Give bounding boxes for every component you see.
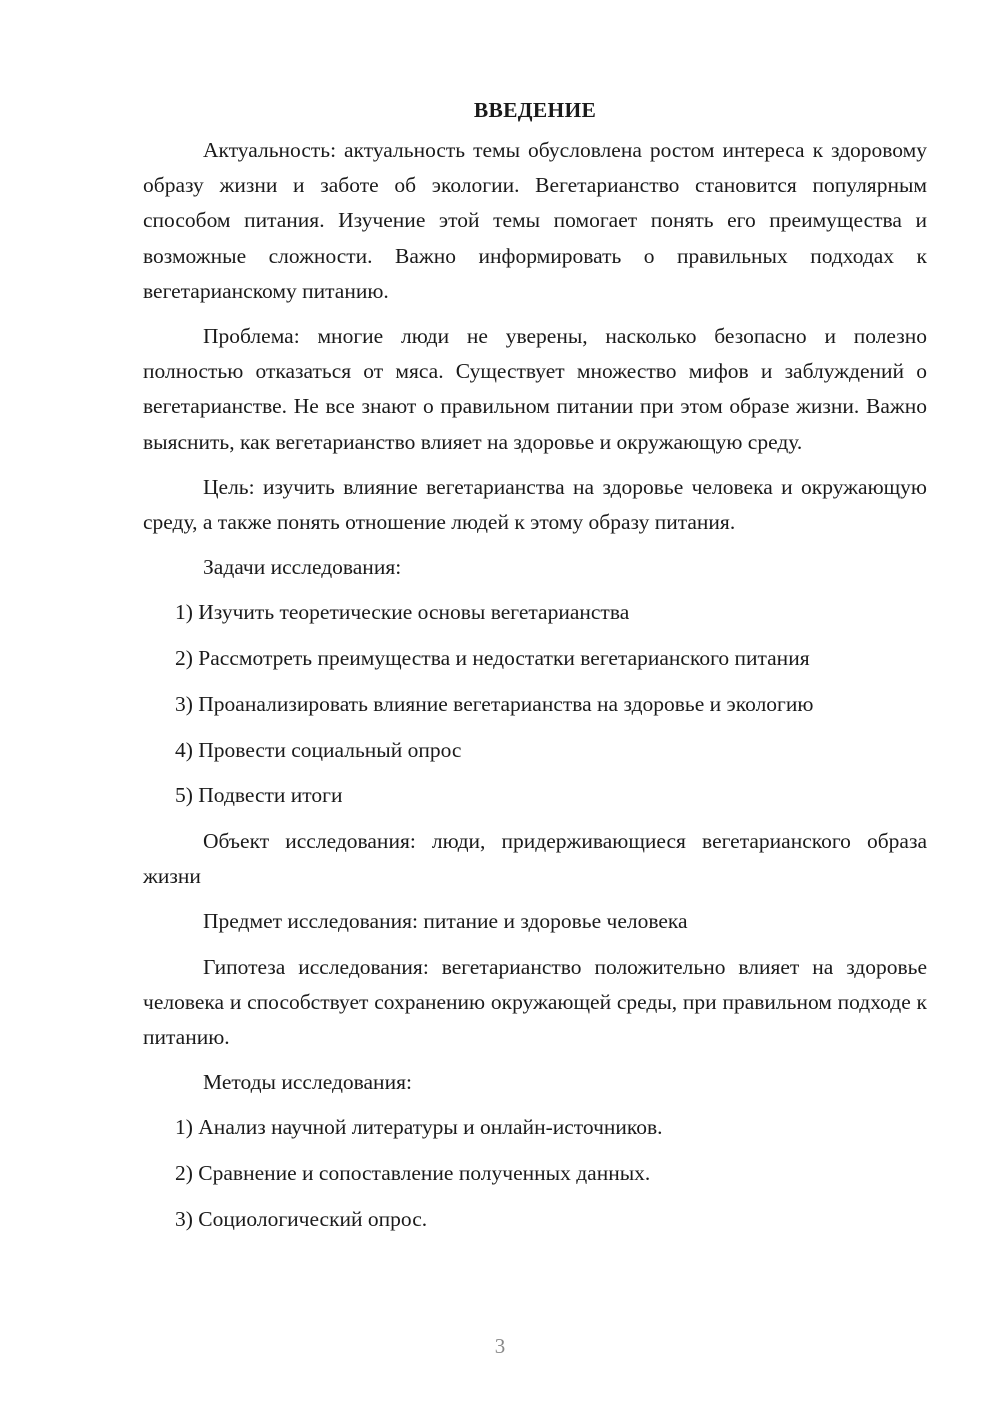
subject-paragraph: Предмет исследования: питание и здоровье человека (203, 909, 688, 934)
list-item: 3) Проанализировать влияние вегетарианства на здоровье и экологию (175, 691, 814, 716)
tasks-heading: Задачи исследования: (203, 555, 402, 580)
goal-paragraph: Цель: изучить влияние вегетарианства на здоровье человека и окружающую среду, а также понять отношение людей к этому образу питания. (143, 474, 927, 535)
list-item: 4) Провести социальный опрос (175, 737, 462, 762)
list-item: 1) Анализ научной литературы и онлайн-источников. (175, 1115, 663, 1140)
document-page (143, 92, 927, 1247)
page-number: 3 (494, 1334, 506, 1358)
methods-list (143, 1110, 927, 1237)
object-paragraph: Объект исследования: люди, придерживающиеся вегетарианского образа жизни (143, 828, 927, 889)
tasks-list (143, 595, 927, 813)
methods-heading: Методы исследования: (203, 1070, 412, 1095)
relevance-paragraph: Актуальность: актуальность темы обусловлена ростом интереса к здоровому образу жизни и заботе об экологии. Вегетарианство становится популярным способом питания. Изучение этой темы помогает понять его преимущества и возможные сложности. Важно информировать о правильных подходах к вегетарианскому питанию. (143, 138, 927, 303)
list-item: 3) Социологический опрос. (175, 1206, 428, 1231)
problem-paragraph: Проблема: многие люди не уверены, насколько безопасно и полезно полностью отказаться от мяса. Существует множество мифов и заблуждений о вегетарианстве. Не все знают о правильном питании при этом образе жизни. Важно выяснить, как вегетарианство влияет на здоровье и окружающую среду. (143, 324, 927, 454)
list-item: 2) Рассмотреть преимущества и недостатки вегетарианского питания (175, 646, 810, 671)
list-item: 2) Сравнение и сопоставление полученных данных. (175, 1161, 651, 1186)
page-title: ВВЕДЕНИЕ (473, 98, 597, 122)
hypothesis-paragraph: Гипотеза исследования: вегетарианство положительно влияет на здоровье человека и способствует сохранению окружающей среды, при правильном подходе к питанию. (143, 954, 927, 1049)
list-item: 1) Изучить теоретические основы вегетарианства (175, 600, 630, 625)
list-item: 5) Подвести итоги (175, 783, 343, 808)
